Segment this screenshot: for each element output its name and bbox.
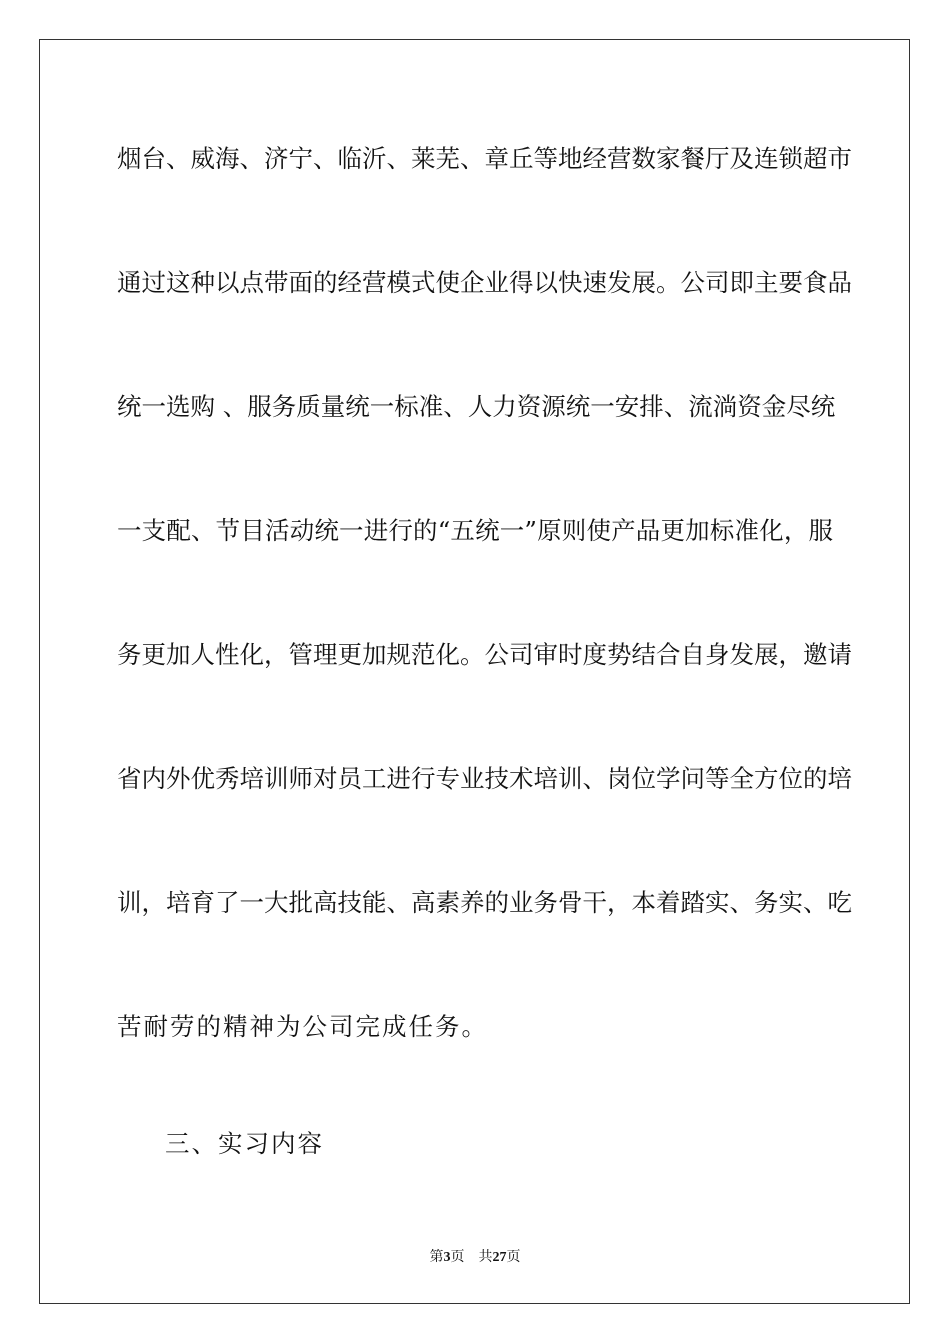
text-line-last: 苦耐劳的精神为公司完成任务。 (117, 1012, 488, 1041)
total-prefix: 共 (478, 1249, 493, 1265)
page-footer (0, 1247, 950, 1268)
text-line: 烟台、威海、济宁、临沂、莱芜、章丘等地经营数家餐厅及连锁超市 (117, 144, 852, 173)
text-line: 省内外优秀培训师对员工进行专业技术培训、岗位学问等全方位的培 (117, 764, 852, 793)
text-line: 一支配、节目活动统一进行的“五统一”原则使产品更加标准化，服 (117, 516, 833, 545)
total-page-number: 27 (492, 1250, 507, 1265)
section-heading: 三、实习内容 (165, 1129, 324, 1158)
page-unit: 页 (450, 1249, 465, 1265)
total-unit: 页 (506, 1249, 521, 1265)
text-line: 训，培育了一大批高技能、高素养的业务骨干，本着踏实、务实、吃 (117, 888, 852, 917)
text-line: 务更加人性化，管理更加规范化。公司审时度势结合自身发展，邀请 (117, 640, 852, 669)
body-paragraph (117, 134, 852, 1126)
page-prefix: 第 (429, 1249, 444, 1265)
text-line: 统一选购 、服务质量统一标准、人力资源统一安排、流淌资金尽统 (117, 392, 836, 421)
text-line: 通过这种以点带面的经营模式使企业得以快速发展。公司即主要食品 (117, 268, 852, 297)
current-page-number: 3 (443, 1250, 451, 1265)
